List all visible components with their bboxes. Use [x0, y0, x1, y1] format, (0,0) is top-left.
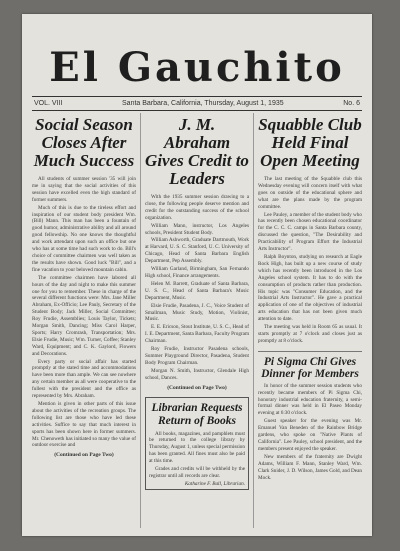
- paragraph: Morgan N. Smith, Instructor, Glendale High school, Dances.: [145, 367, 249, 381]
- headline-social-season: Social Season Closes After Much Success: [33, 115, 135, 170]
- paragraph: Roy Frudie, Instructor Pasadena schools, Summer Playground Director, Pasadena, Student Body Program Chairman.: [145, 346, 249, 366]
- article-librarian: [149, 431, 245, 480]
- continued-note: (Continued on Page Two): [54, 452, 114, 459]
- librarian-signature: Katharine F. Ball, Librarian.: [184, 480, 245, 487]
- paragraph: Much of this is due to the tireless effort and inspiration of our student body president Wm. (Bill) Mann. This man has been a fountain of good humor, administrative ability and all around good fellowship. No one knows the thoughtful and work attendant upon such an office but one who has at some time had such work to do. Bill's choice of committee chairmen was well taken as the results have shown. Good luck "Bill", and a fine vacation to your beloved mountain cabin.: [32, 204, 136, 273]
- headline-librarian: Librarian Requests Return of Books: [151, 401, 243, 427]
- paragraph: Ralph Boynton, studying on research at Eagle Rock High, has built up a new course of study which has recently been introduced in the Los Angeles school system. It has to do with the consumption of products rather than production. His topic was "Consumer Education, and the Industrial Arts Instructor". He gave a practical application of one of the objectives of industrial arts education that has not been given much attention to date.: [258, 253, 362, 323]
- headline-squabble: Squabble Club Held Final Open Meeting: [258, 115, 362, 170]
- paragraph: The committee chairmen have labored all hours of the day and night to make this summer one for you to remember. These in charge of the several different functions were: Mrs. Jane Miller Abraham, Ex-Officio; Lee Pauly, Secretary of the Student Body; Jack Miller, Social Committee; Roy Frudie, Assemblies; Louis Taylor, Tickets; Morgan Smith, Dancing; Miss Carol Harper, Sports; Harry Cromrash, Transportation; Mrs. Elsie Frudie, Music; Wm. Turner, Coffee; Stanley Ward, Equipment; and C. K. Gaylord, Flowers and Decorations.: [32, 274, 136, 357]
- dateline-top-rule: [32, 96, 362, 97]
- paragraph: William Mann, instructor, Los Angeles schools, President Student Body.: [145, 222, 249, 236]
- paragraph: All students of summer session '35 will join me in saying that the social activities of this session have excelled even the high standard of former summers.: [32, 176, 136, 203]
- article-abraham: [145, 194, 249, 382]
- paragraph: William Garland, Birmingham, San Fernando High school, Finance arrangements.: [145, 266, 249, 279]
- article-pi-sigma-chi: [258, 383, 362, 482]
- paragraph: With the 1935 summer session drawing to a close, the following people deserve mention and credit for the outstanding success of the school organization.: [145, 194, 249, 221]
- headline-abraham: J. M. Abraham Gives Credit to Leaders: [145, 115, 249, 188]
- paragraph: Helen M. Barrett, Graduate of Santa Barbara, U. S. C., Head of Santa Barbara's Music Department, Music.: [145, 280, 249, 301]
- place-date: Santa Barbara, California, Thursday, August 1, 1935: [122, 100, 284, 107]
- article-squabble: [258, 176, 362, 345]
- paragraph: In honor of the summer session students who recently became members of Pi Sigma Chi, honorary industrial education fraternity, a semi-formal dinner was held in El Paseo Monday evening at 6:30 o'clock.: [258, 382, 362, 417]
- paragraph: The meeting was held in Room 65 as usual. It starts promptly at 7 o'clock and closes just as promptly at 8 o'clock.: [258, 324, 362, 344]
- librarian-notice-box: [145, 397, 249, 490]
- paragraph: Grades and credits will be withheld by the registrar until all records are clear.: [149, 466, 245, 479]
- newspaper-page: [22, 14, 372, 536]
- paragraph: The last meeting of the Squabble club this Wednesday evening will concern itself with what goes on outside of the educational sphere and what are the plans made by the program committee.: [258, 176, 362, 210]
- column-abraham: [140, 113, 249, 528]
- column-squabble: [253, 113, 362, 528]
- masthead-title: El Gauchito: [49, 44, 345, 91]
- paragraph: Every party or social affair has started promptly at the stated time and accommodations have been more than ample. We can see nowhere any certain member as all were cooperative to the fullest with the president and the office as represented by Mrs. Abraham.: [32, 358, 136, 400]
- continued-note: (Continued on Page Two): [167, 384, 227, 391]
- paragraph: Elsie Frudie, Pasadena, J. C., Voice Student of Smallman, Music Study, Motion, Violinist, Music.: [145, 302, 249, 323]
- columns: [32, 113, 362, 528]
- column-social-season: [32, 113, 136, 528]
- issue-number: No. 6: [343, 100, 360, 107]
- paragraph: All books, magazines, and pamphlets must be returned to the college library by Thursday, August 1, unless special permission has been granted. All fines must also be paid at this time.: [149, 430, 245, 465]
- dateline: [34, 98, 360, 109]
- paragraph: Mention is given in other parts of this issue about the activities of the recreation groups. The following list are those who have led these activities. Suffice to say that much interest in sports has been shown here in former summers. Mr. Chenoweth has initiated so many the value of outdoor exercise and: [32, 401, 136, 449]
- dateline-bottom-rule: [32, 110, 362, 111]
- paragraph: E. E. Ericson, Stout Institute, U. S. C., Head of I. E. Department, Santa Barbara, Faculty Program Chairman.: [145, 324, 249, 345]
- article-social-season: [32, 176, 136, 449]
- volume-label: VOL. VIII: [34, 100, 63, 107]
- paragraph: New members of the fraternity are Dwight Adams, William F. Mann, Stanley Ward, Wm. Clark Snider, J. D. Wilson, James Gold, and Dean Mock.: [258, 453, 362, 481]
- paragraph: William Ashworth, Graduate Dartmouth, Work at Harvard, U. S. C. Stanford, U. C. University of Chicago, Head of Santa Barbara English Department, Pep Assembly.: [145, 237, 249, 265]
- paragraph: Guest speaker for the evening was Mr. Emanuel Van Beneden of the Rainbow Bridge gardens, who spoke on "Native Plants of California". Lee Pauley, school president, and the members present enjoyed the speaker.: [258, 418, 362, 452]
- headline-pi-sigma-chi: Pi Sigma Chi Gives Dinner for Members: [258, 351, 362, 380]
- paragraph: Lee Pauley, a member of the student body who has recently been chosen educational coordinator for the C. C. C. camps in Santa Barbara county, discussed the question, "The Desirability and Practicability of Program Effort the Industrial Arts Instructor".: [258, 211, 362, 253]
